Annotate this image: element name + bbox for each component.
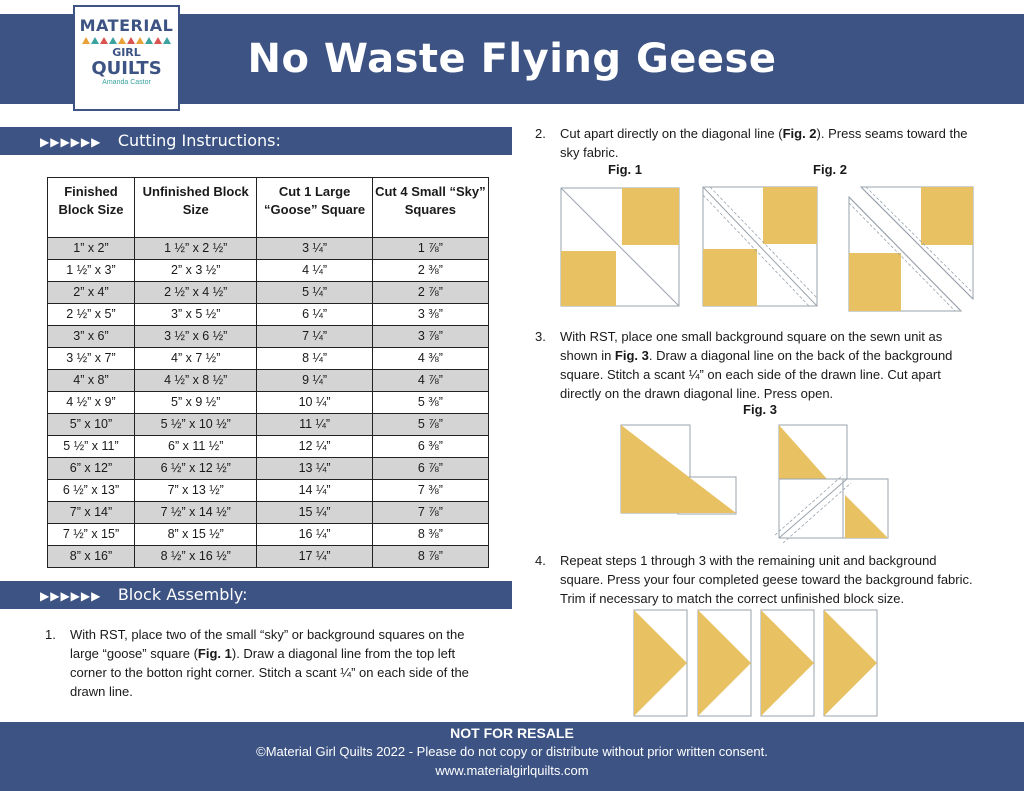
goose-unit <box>824 610 877 716</box>
table-cell: 2 ⅜” <box>372 260 488 282</box>
table-row <box>48 436 489 458</box>
table-cell: 3 ½” x 6 ½” <box>134 326 257 348</box>
table-row <box>48 414 489 436</box>
table-cell: 7 ½” x 15” <box>48 524 135 546</box>
table-cell: 5” x 10” <box>48 414 135 436</box>
table-cell: 8 ⅜” <box>372 524 488 546</box>
table-row <box>48 392 489 414</box>
table-cell: 7” x 14” <box>48 502 135 524</box>
table-cell: 6 ½” x 13” <box>48 480 135 502</box>
table-cell: 7 ¼” <box>257 326 372 348</box>
step-1: 1. With RST, place two of the small “sky” or background squares on the large “goose” square (Fig. 1). Draw a diagonal line from the top left corner to the botton right corner. Stitch a scant ¼” on each side of the drawn line. <box>45 627 469 699</box>
table-cell: 11 ¼” <box>257 414 372 436</box>
table-row <box>48 458 489 480</box>
footer-copyright: ©Material Girl Quilts 2022 - Please do not copy or distribute without prior written consent. <box>256 744 768 759</box>
fig-1-label: Fig. 1 <box>608 162 642 177</box>
table-cell: 2 ⅞” <box>372 282 488 304</box>
table-cell: 10 ¼” <box>257 392 372 414</box>
table-cell: 4 ½” x 8 ½” <box>134 370 257 392</box>
table-row <box>48 524 489 546</box>
logo-text-girl: GIRL <box>112 46 141 59</box>
table-cell: 8 ¼” <box>257 348 372 370</box>
step-2: 2. Cut apart directly on the diagonal line (Fig. 2). Press seams toward the sky fabric. <box>535 126 968 160</box>
table-cell: 2 ½” x 4 ½” <box>134 282 257 304</box>
footer-website-link[interactable]: www.materialgirlquilts.com <box>435 763 589 778</box>
table-cell: 4” x 7 ½” <box>134 348 257 370</box>
geese-diagram <box>634 610 884 720</box>
table-cell: 14 ¼” <box>257 480 372 502</box>
footer <box>0 722 1024 791</box>
section-label: Block Assembly: <box>117 585 248 604</box>
logo-text-quilts: QUILTS <box>91 58 162 79</box>
table-row <box>48 370 489 392</box>
arrows-icon: ▶▶▶▶▶▶ <box>40 589 102 603</box>
fig-2-diagram-left <box>703 187 823 309</box>
fig-2-diagram-right <box>849 187 977 313</box>
table-cell: 4 ½” x 9” <box>48 392 135 414</box>
table-cell: 9 ¼” <box>257 370 372 392</box>
step-3: 3. With RST, place one small background square on the sewn unit as shown in Fig. 3. Draw a diagonal line on the back of the background square. Stitch a scant ¼” on each side of the drawn line. Cut apart directly on the drawn diagonal line. Press open. <box>535 329 953 401</box>
page-title: No Waste Flying Geese <box>247 36 777 82</box>
table-cell: 3” x 5 ½” <box>134 304 257 326</box>
fig-1-diagram <box>561 188 681 308</box>
table-cell: 6 ⅞” <box>372 458 488 480</box>
section-block-assembly <box>0 581 512 609</box>
table-cell: 16 ¼” <box>257 524 372 546</box>
logo-text-material: MATERIAL <box>79 16 174 35</box>
table-cell: 4 ¼” <box>257 260 372 282</box>
table-cell: 17 ¼” <box>257 546 372 568</box>
table-row <box>48 238 489 260</box>
fig-3-diagram-left <box>621 425 739 515</box>
goose-unit <box>698 610 751 716</box>
table-cell: 3” x 6” <box>48 326 135 348</box>
table-cell: 7” x 13 ½” <box>134 480 257 502</box>
logo[interactable] <box>73 5 180 111</box>
arrows-icon: ▶▶▶▶▶▶ <box>40 135 102 149</box>
table-row <box>48 304 489 326</box>
table-cell: 1 ½” x 2 ½” <box>134 238 257 260</box>
table-cell: 8 ½” x 16 ½” <box>134 546 257 568</box>
table-cell: 6 ¼” <box>257 304 372 326</box>
table-cell: 15 ¼” <box>257 502 372 524</box>
fig-2-label: Fig. 2 <box>813 162 847 177</box>
table-cell: 6 ½” x 12 ½” <box>134 458 257 480</box>
table-cell: 5 ½” x 11” <box>48 436 135 458</box>
table-row <box>48 546 489 568</box>
footer-not-for-resale: NOT FOR RESALE <box>450 725 574 741</box>
table-cell: 4 ⅜” <box>372 348 488 370</box>
table-row <box>48 480 489 502</box>
column-header: Cut 4 Small “Sky” Squares <box>372 178 488 238</box>
table-cell: 3 ⅞” <box>372 326 488 348</box>
table-cell: 1 ½” x 3” <box>48 260 135 282</box>
table-cell: 1” x 2” <box>48 238 135 260</box>
table-cell: 5 ¼” <box>257 282 372 304</box>
table-cell: 7 ⅞” <box>372 502 488 524</box>
goose-unit <box>634 610 687 716</box>
table-row <box>48 282 489 304</box>
section-cutting-instructions <box>0 127 512 155</box>
table-cell: 5 ⅞” <box>372 414 488 436</box>
table-cell: 6” x 11 ½” <box>134 436 257 458</box>
table-cell: 7 ½” x 14 ½” <box>134 502 257 524</box>
table-row <box>48 502 489 524</box>
cutting-table <box>47 177 489 568</box>
table-cell: 6” x 12” <box>48 458 135 480</box>
table-cell: 5 ⅜” <box>372 392 488 414</box>
table-cell: 1 ⅞” <box>372 238 488 260</box>
table-cell: 8 ⅞” <box>372 546 488 568</box>
table-cell: 2” x 3 ½” <box>134 260 257 282</box>
fig-3-label: Fig. 3 <box>743 402 777 417</box>
table-cell: 12 ¼” <box>257 436 372 458</box>
table-cell: 5” x 9 ½” <box>134 392 257 414</box>
table-cell: 5 ½” x 10 ½” <box>134 414 257 436</box>
table-row <box>48 326 489 348</box>
column-header: Unfinished Block Size <box>134 178 257 238</box>
logo-text-author: Amanda Castor <box>102 79 151 86</box>
table-cell: 8” x 16” <box>48 546 135 568</box>
table-cell: 3 ¼” <box>257 238 372 260</box>
section-label: Cutting Instructions: <box>117 131 281 150</box>
table-cell: 13 ¼” <box>257 458 372 480</box>
table-row <box>48 260 489 282</box>
table-cell: 2 ½” x 5” <box>48 304 135 326</box>
table-cell: 7 ⅜” <box>372 480 488 502</box>
fig-3-diagram-right <box>779 425 891 541</box>
column-header: Cut 1 Large “Goose” Square <box>257 178 372 238</box>
table-cell: 3 ½” x 7” <box>48 348 135 370</box>
step-4: 4. Repeat steps 1 through 3 with the remaining unit and background square. Press your four completed geese toward the background fabric. Trim if necessary to match the correct unfinished block size. <box>535 553 973 606</box>
table-cell: 3 ⅜” <box>372 304 488 326</box>
column-header: Finished Block Size <box>48 178 135 238</box>
logo-triangles <box>75 37 178 44</box>
table-row <box>48 348 489 370</box>
table-cell: 4” x 8” <box>48 370 135 392</box>
table-cell: 2” x 4” <box>48 282 135 304</box>
table-cell: 6 ⅜” <box>372 436 488 458</box>
table-cell: 8” x 15 ½” <box>134 524 257 546</box>
table-cell: 4 ⅞” <box>372 370 488 392</box>
goose-unit <box>761 610 814 716</box>
